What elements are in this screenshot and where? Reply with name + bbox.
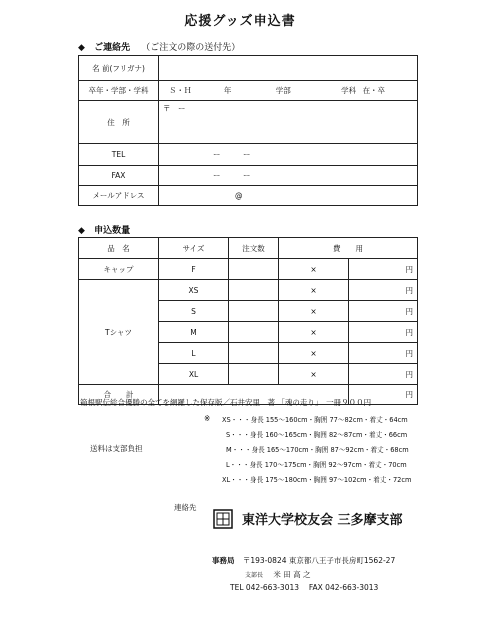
tel-dashes: ー ー [213, 150, 251, 159]
fax-field[interactable] [159, 166, 418, 186]
contact-label: 連絡先 [174, 503, 197, 512]
tshirt-size-xs: XS [159, 280, 229, 301]
tel-label: TEL [79, 144, 159, 166]
tshirt-size-xl: XL [159, 364, 229, 385]
tel-field[interactable] [159, 144, 418, 166]
tshirt-l-times: × [279, 343, 349, 364]
section-contact-note: （ご注文の際の送付先） [141, 43, 241, 53]
email-label: メールアドレス [79, 186, 159, 206]
total-label: 合 計 [79, 385, 159, 405]
branch-head-label: 支部長 [245, 572, 264, 579]
tshirt-name: Tシャツ [79, 280, 159, 385]
faculty-unit: 学部 [275, 86, 291, 95]
name-field[interactable] [159, 56, 418, 81]
tshirt-m-qty-field[interactable] [229, 322, 279, 343]
tshirt-xl-qty-field[interactable] [229, 364, 279, 385]
tshirt-xs-times: × [279, 280, 349, 301]
office-line [212, 555, 395, 566]
size-note-s: S・・・身長 160〜165cm・胸囲 82〜87cm・着丈・66cm [226, 431, 408, 439]
size-note-m: M・・・身長 165〜170cm・胸囲 87〜92cm・着丈・68cm [226, 446, 409, 454]
section-contact-heading [78, 40, 240, 53]
size-note-xs: XS・・・身長 155〜160cm・胸囲 77〜82cm・着丈・64cm [222, 416, 408, 424]
tshirt-size-m: M [159, 322, 229, 343]
office-label: 事務局 [212, 556, 235, 565]
order-table [78, 237, 418, 405]
tshirt-m-times: × [279, 322, 349, 343]
tshirt-m-yen: 円 [349, 322, 418, 343]
diamond-icon: ◆ [78, 226, 85, 236]
diamond-icon: ◆ [78, 43, 85, 53]
tshirt-xl-yen: 円 [349, 364, 418, 385]
name-label: 名 前(フリガナ) [79, 56, 159, 81]
address-label: 住 所 [79, 101, 159, 144]
form-title: 応援グッズ申込書 [184, 14, 296, 29]
tshirt-xs-qty-field[interactable] [229, 280, 279, 301]
table-row [79, 259, 418, 280]
tshirt-l-yen: 円 [349, 343, 418, 364]
department-unit: 学科 [341, 86, 357, 95]
fax-label: FAX [79, 166, 159, 186]
tshirt-s-yen: 円 [349, 301, 418, 322]
tshirt-size-l: L [159, 343, 229, 364]
address-field[interactable] [159, 101, 418, 144]
cap-name: キャップ [79, 259, 159, 280]
year-label: 卒年・学部・学科 [79, 81, 159, 101]
size-note-l: L・・・身長 170〜175cm・胸囲 92〜97cm・着丈・70cm [226, 461, 407, 469]
branch-head-name: 米 田 高 之 [273, 570, 311, 579]
tshirt-s-qty-field[interactable] [229, 301, 279, 322]
cost-header: 費 用 [279, 238, 418, 259]
status-unit: 在・卒 [362, 86, 386, 95]
table-row [79, 280, 418, 301]
tshirt-xs-yen: 円 [349, 280, 418, 301]
section-contact-title: ご連絡先 [94, 43, 131, 53]
cap-size: F [159, 259, 229, 280]
year-field[interactable] [159, 81, 418, 101]
year-prefix: Ｓ・Ｈ [169, 86, 192, 95]
section-order-title: 申込数量 [94, 226, 131, 236]
item-header: 品 名 [79, 238, 159, 259]
qty-header: 注文数 [229, 238, 279, 259]
note-mark: ※ [204, 414, 211, 423]
fax-dashes: ー ー [213, 171, 251, 180]
tel-fax-line: TEL 042-663-3013 FAX 042-663-3013 [230, 583, 379, 592]
university-emblem-icon [213, 509, 233, 529]
cap-yen: 円 [349, 259, 418, 280]
office-address: 〒193-0824 東京都八王子市長房町1562-27 [242, 556, 396, 565]
size-header: サイズ [159, 238, 229, 259]
cap-times: × [279, 259, 349, 280]
email-field[interactable] [159, 186, 418, 206]
shipping-note: 送料は支部負担 [90, 444, 143, 453]
postal-mark: 〒 ー [163, 104, 186, 113]
total-yen: 円 [349, 385, 418, 405]
tshirt-l-qty-field[interactable] [229, 343, 279, 364]
organization-name: 東洋大学校友会 三多摩支部 [242, 513, 403, 528]
tshirt-xl-times: × [279, 364, 349, 385]
tshirt-size-s: S [159, 301, 229, 322]
year-unit: 年 [223, 86, 232, 95]
contact-table [78, 55, 418, 206]
book-line: 箱根駅伝総合優勝の全てを網羅した保存版／石井安里 著 「魂の走り」 一冊９００円 [80, 398, 372, 407]
cap-qty-field[interactable] [229, 259, 279, 280]
tshirt-s-times: × [279, 301, 349, 322]
size-note-xl: XL・・・身長 175〜180cm・胸囲 97〜102cm・着丈・72cm [222, 476, 412, 484]
email-at: @ [235, 191, 243, 200]
branch-head-line [245, 569, 311, 580]
section-order-heading [78, 223, 130, 236]
